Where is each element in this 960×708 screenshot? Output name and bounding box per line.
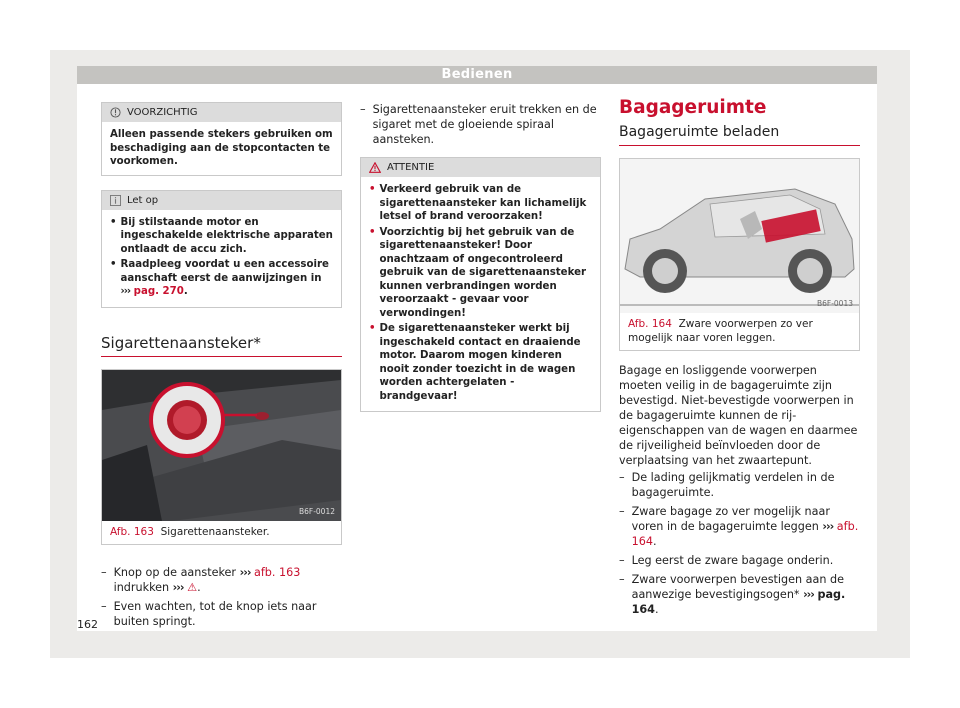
step-list — [619, 470, 860, 617]
subsection-heading: Bagageruimte beladen — [619, 125, 860, 146]
chapter-header: Bedienen — [77, 66, 877, 84]
warning-item: • De sigarettenaansteker werkt bij ingeschakeld contact en draaiende motor. Daarom mogen kinderen nooit zonder toezicht in de wagen worden achtergelaten - brandgevaar! — [369, 323, 581, 402]
figure-code: B6F-0012 — [298, 506, 335, 516]
figure-code: B6F-0013 — [816, 299, 853, 308]
step-list — [101, 565, 342, 629]
list-item: – De lading gelijkmatig verdelen in de bagageruimte. — [619, 471, 835, 499]
warning-header — [361, 158, 600, 177]
list-item: – Zware voorwerpen bevestigen aan de aanwezige bevestigingsogen* ››› pag. 164. — [619, 573, 846, 616]
left-column — [101, 102, 342, 633]
note-item: • Raadpleeg voordat u een accessoire aanschaft eerst de aanwijzingen in ››› pag. 270. — [110, 259, 329, 297]
figure-164 — [619, 158, 860, 351]
ref-arrows: ››› — [120, 286, 131, 297]
page-number: 162 — [77, 618, 98, 631]
warning-box — [360, 157, 601, 412]
manual-page — [77, 66, 877, 631]
page-reference-link[interactable]: pag. 164 — [631, 588, 846, 616]
info-circle-icon — [110, 107, 121, 118]
list-item: – Leg eerst de zware bagage onderin. — [619, 554, 834, 567]
warning-triangle-icon — [369, 162, 381, 173]
figure-163 — [101, 369, 342, 546]
right-column — [619, 97, 860, 621]
list-item: – Even wachten, tot de knop iets naar buiten springt. — [101, 600, 317, 628]
figure-caption: Afb. 164 Zware voorwerpen zo ver mogelijk naar voren leggen. — [628, 318, 813, 344]
body-paragraph: Bagage en losliggende voorwerpen moeten veilig in de bagageruimte zijn bevestigd. Niet-bevestigde voorwerpen in de bagageruimte kunnen de rij-eigenschappen van de wagen en daarmee de rijveiligheid beïnvloeden door de verplaatsing van het zwaartepunt. — [619, 364, 858, 467]
info-square-icon — [110, 195, 121, 206]
list-item: – Knop op de aansteker ››› afb. 163 indrukken ››› ⚠. — [101, 566, 301, 594]
caution-label: VOORZICHTIG — [127, 107, 198, 118]
middle-column — [360, 102, 601, 412]
car-illustration — [620, 159, 859, 313]
warning-label: ATTENTIE — [387, 162, 435, 173]
warning-triangle-icon: ⚠ — [187, 581, 198, 594]
warning-item: • Verkeerd gebruik van de sigarettenaansteker kan lichamelijk letsel of brand veroorzaken! — [369, 184, 587, 222]
warning-item: • Voorzichtig bij het gebruik van de sigarettenaansteker! Door onachtzaam of ongecontroleerd gebruik van de sigarettenaansteker kunnen verbrandingen worden veroorzaakt - gevaar voor verwondingen! — [369, 226, 587, 319]
caution-text: Alleen passende stekers gebruiken om beschadiging aan de stopcontacten te voorkomen. — [110, 129, 333, 167]
list-item: – Zware bagage zo ver mogelijk naar voren in de bagageruimte leggen ››› afb. 164. — [619, 505, 859, 548]
figure-caption: Afb. 163 Sigarettenaansteker. — [110, 525, 270, 538]
list-item: – Sigarettenaansteker eruit trekken en de sigaret met de gloeiende spiraal aansteken. — [360, 103, 597, 146]
figure-reference-link[interactable]: afb. 164 — [631, 520, 859, 548]
note-header — [102, 191, 341, 210]
section-heading: Bagageruimte — [619, 97, 767, 118]
luggage-image — [620, 159, 859, 313]
page-reference-link[interactable]: pag. 270 — [133, 286, 184, 297]
note-item: • Bij stilstaande motor en ingeschakelde elektrische apparaten ontlaadt de accu zich. — [110, 216, 333, 255]
caution-header — [102, 103, 341, 122]
figure-reference-link[interactable]: afb. 163 — [254, 566, 301, 579]
caution-box — [101, 102, 342, 176]
lighter-image — [102, 370, 341, 521]
note-label: Let op — [127, 194, 159, 206]
note-box — [101, 190, 342, 308]
console-illustration — [102, 370, 341, 521]
section-title: Sigarettenaansteker* — [101, 336, 342, 357]
